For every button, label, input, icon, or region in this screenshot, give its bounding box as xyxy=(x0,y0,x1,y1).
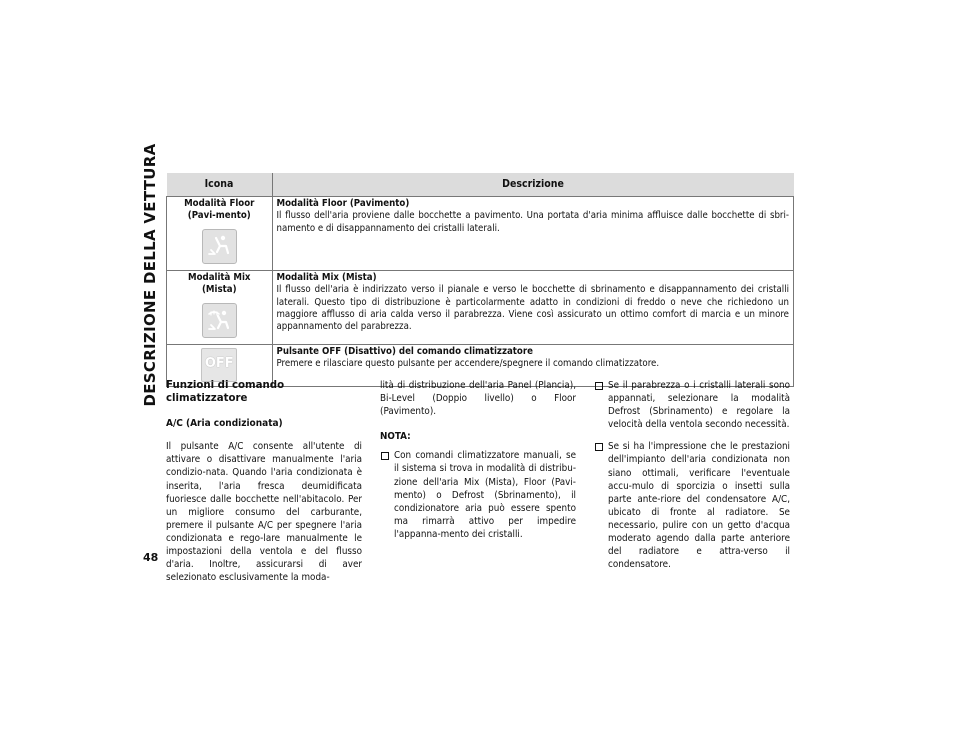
description-title: Modalità Floor (Pavimento) xyxy=(276,198,410,209)
paragraph: Il pulsante A/C consente all'utente di attivare o disattivare manualmente l'aria condizio-nata. Quando l'aria condizionata è inserita, l'aria fresca deumidificata fuoriesce dalle bocchette nell'abitacolo. Per un migliore consumo del carburante, premere il pulsante A/C per spegnere l'aria condizionata e rego-lare manualmente le impostazioni della ventola e del flusso d'aria. Inoltre, assicurarsi di aver selezionato esclusivamente la moda- xyxy=(166,441,362,584)
description-title: Pulsante OFF (Disattivo) del comando climatizzatore xyxy=(276,345,533,357)
description-text: Premere e rilasciare questo pulsante per accendere/spegnere il comando climatizzatore. xyxy=(276,358,660,370)
description-text: Il flusso dell'aria proviene dalle bocchette a pavimento. Una portata d'aria minima affluisce dalle bocchette di sbri-namento e di disappannamento dei cristalli laterali. xyxy=(276,210,789,234)
floor-mode-icon xyxy=(202,229,237,264)
text-column-1 xyxy=(166,379,362,584)
list-item: Se si ha l'impressione che le prestazioni dell'impianto dell'aria condizionata non siano ottimali, verificare l'eventuale accu-mulo di sporcizia o insetti sulla parte ante-riore del condensatore A/C, ubicato di fronte al radiatore. Se necessario, pulire con un getto d'acqua moderato agendo dalla parte anteriore del radiatore e attra-verso il condensatore. xyxy=(594,440,790,571)
off-button-icon: OFF xyxy=(201,348,237,382)
mix-mode-icon xyxy=(202,303,237,338)
description-cell xyxy=(272,270,794,344)
header-icon: Icona xyxy=(167,173,273,197)
header-description: Descrizione xyxy=(272,173,794,197)
list-item: Con comandi climatizzatore manuali, se il sistema si trova in modalità di distribu-zione dell'aria Mix (Mista), Floor (Pavi-mento) o Defrost (Sbrinamento), il condizionatore aria può essere spento ma rimarrà attivo per impedire l'appanna-mento dei cristalli. xyxy=(380,449,576,541)
text-column-2 xyxy=(380,379,576,550)
page-number: 48 xyxy=(143,551,159,564)
section-heading: Funzioni di comando climatizzatore xyxy=(166,380,285,405)
table-row xyxy=(167,197,794,271)
table-row xyxy=(167,270,794,344)
description-title: Modalità Mix (Mista) xyxy=(276,271,377,283)
icon-cell xyxy=(167,197,273,271)
description-cell xyxy=(272,197,794,271)
note-label: NOTA: xyxy=(380,431,411,443)
table-header-row xyxy=(167,173,794,197)
text-column-3 xyxy=(594,379,790,580)
section-title: DESCRIZIONE DELLA VETTURA xyxy=(141,142,159,407)
icon-label: Modalità Mix (Mista) xyxy=(188,271,251,296)
paragraph-continued: lità di distribuzione dell'aria Panel (Plancia), Bi-Level (Doppio livello) o Floor (Pavimento). xyxy=(380,380,576,418)
list-item: Se il parabrezza o i cristalli laterali sono appannati, selezionare la modalità Defrost (Sbrinamento) e regolare la velocità della ventola secondo necessità. xyxy=(594,379,790,431)
sub-heading: A/C (Aria condizionata) xyxy=(166,418,283,430)
description-text: Il flusso dell'aria è indirizzato verso il pianale e verso le bocchette di sbrinamento e disappannamento dei cristalli laterali. Questo tipo di distribuzione è particolarmente adatto in condizioni di freddo o neve che richiedono un maggiore afflusso di aria calda verso il parabrezza. Viene così assicurato un ottimo comfort di marcia e un minore appannamento del parabrezza. xyxy=(276,284,789,333)
icon-cell xyxy=(167,270,273,344)
climate-modes-table xyxy=(166,173,794,387)
icon-label: Modalità Floor (Pavi-mento) xyxy=(184,198,255,222)
